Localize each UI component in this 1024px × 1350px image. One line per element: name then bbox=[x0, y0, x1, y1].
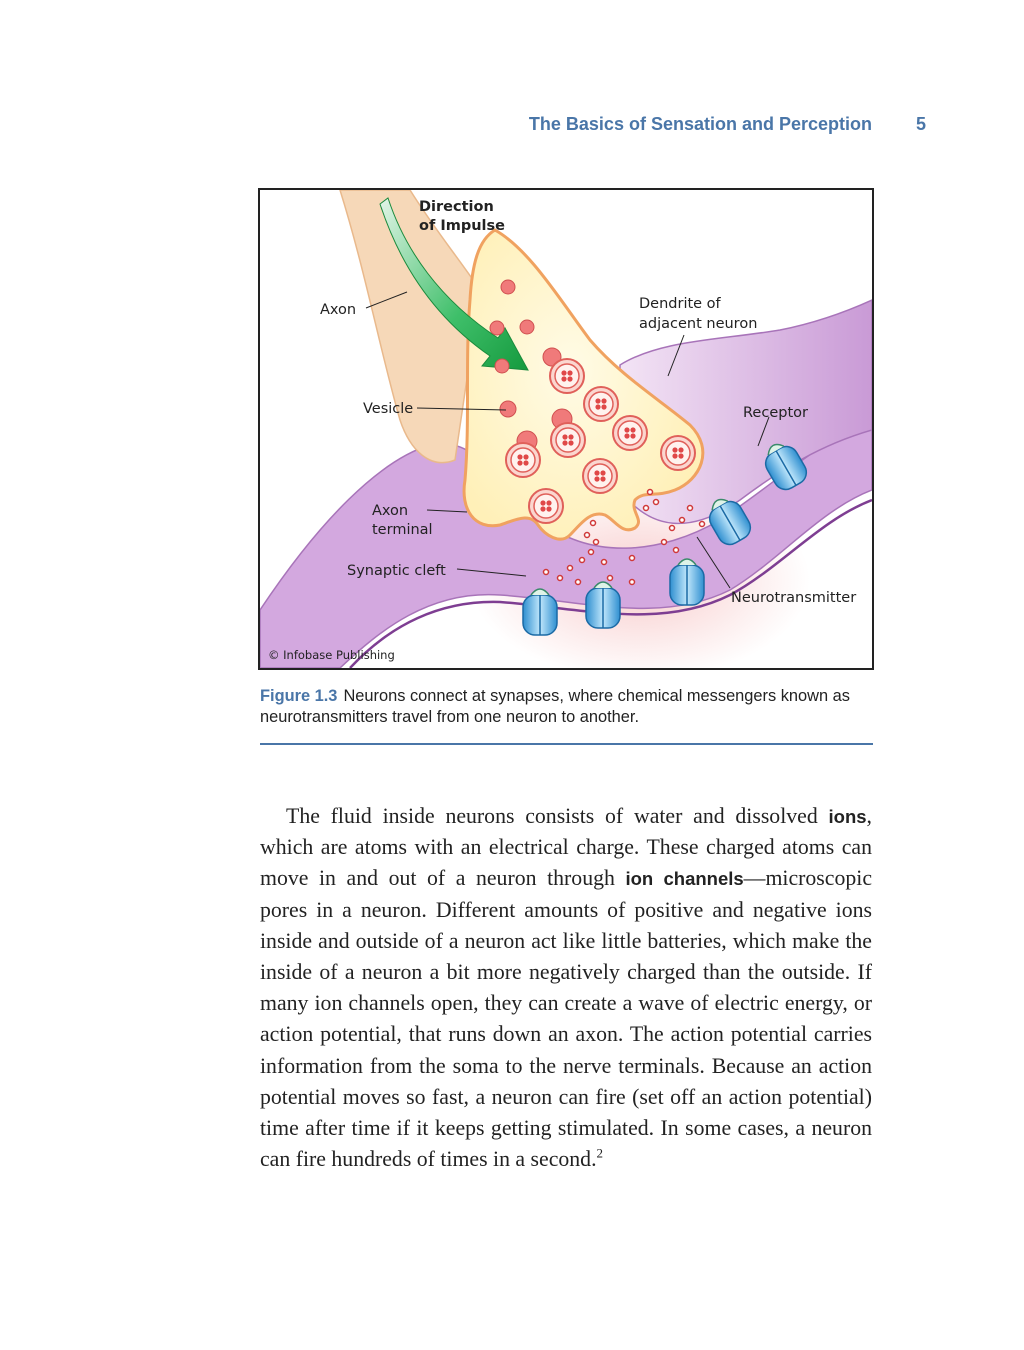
label-dendrite-2: adjacent neuron bbox=[639, 316, 758, 332]
body-segment: , which are atoms with an electrical charge. These charged atoms can move in and out of a neuron through bbox=[260, 804, 872, 891]
label-direction-2: of Impulse bbox=[419, 218, 505, 234]
small-vesicle bbox=[520, 320, 534, 334]
vesicle-with-neurotransmitter bbox=[550, 359, 584, 393]
vesicle-with-neurotransmitter bbox=[506, 443, 540, 477]
running-title: The Basics of Sensation and Perception bbox=[528, 114, 872, 134]
figure-label: Figure 1.3 bbox=[260, 687, 338, 705]
small-vesicle bbox=[500, 401, 516, 417]
caption-text: Neurons connect at synapses, where chemical messengers known as neurotransmitters travel from one neuron to another. bbox=[260, 687, 850, 726]
synapse-illustration bbox=[260, 190, 872, 668]
glossary-term-ions: ions bbox=[828, 806, 867, 827]
vesicle-with-neurotransmitter bbox=[584, 387, 618, 421]
page-number: 5 bbox=[915, 114, 926, 134]
label-neurotransmitter: Neurotransmitter bbox=[731, 590, 857, 606]
glossary-term-ion-channels: ion channels bbox=[625, 868, 744, 890]
label-direction-1: Direction bbox=[419, 199, 494, 215]
small-vesicle bbox=[501, 280, 515, 294]
running-head bbox=[0, 114, 1024, 138]
label-axon-terminal-2: terminal bbox=[372, 522, 433, 538]
image-credit: © Infobase Publishing bbox=[268, 648, 395, 662]
vesicle-with-neurotransmitter bbox=[551, 423, 585, 457]
vesicle-with-neurotransmitter bbox=[529, 489, 563, 523]
body-segment: The fluid inside neurons consists of water and dissolved bbox=[286, 804, 829, 828]
label-synaptic-cleft: Synaptic cleft bbox=[347, 563, 446, 579]
footnote-marker: 2 bbox=[596, 1145, 604, 1161]
label-axon: Axon bbox=[320, 302, 357, 318]
vesicle-with-neurotransmitter bbox=[613, 416, 647, 450]
label-receptor: Receptor bbox=[743, 405, 808, 421]
synapse-figure bbox=[258, 188, 874, 670]
small-vesicle bbox=[490, 321, 504, 335]
vesicle-with-neurotransmitter bbox=[583, 459, 617, 493]
body-segment: —microscopic pores in a neuron. Different amounts of positive and negative ions inside and outside of a neuron act like little batteries, which make the inside of a neuron a bit more negatively charged than the outside. If many ion channels open, they can create a wave of electric energy, or action potential, that runs down an axon. The action potential carries information from the soma to the nerve terminals. Because an action potential moves so fast, a neuron can fire (set off an action potential) time after time if it keeps getting stimulated. In some cases, a neuron can fire hundreds of times in a second. bbox=[260, 866, 872, 1172]
vesicle-with-neurotransmitter bbox=[661, 436, 695, 470]
body-paragraph bbox=[260, 801, 872, 1175]
caption-rule bbox=[260, 743, 873, 745]
figure-caption bbox=[260, 686, 874, 728]
label-axon-terminal-1: Axon bbox=[372, 503, 409, 519]
label-dendrite-1: Dendrite of bbox=[639, 296, 721, 312]
label-vesicle: Vesicle bbox=[363, 401, 414, 417]
small-vesicle bbox=[495, 359, 509, 373]
